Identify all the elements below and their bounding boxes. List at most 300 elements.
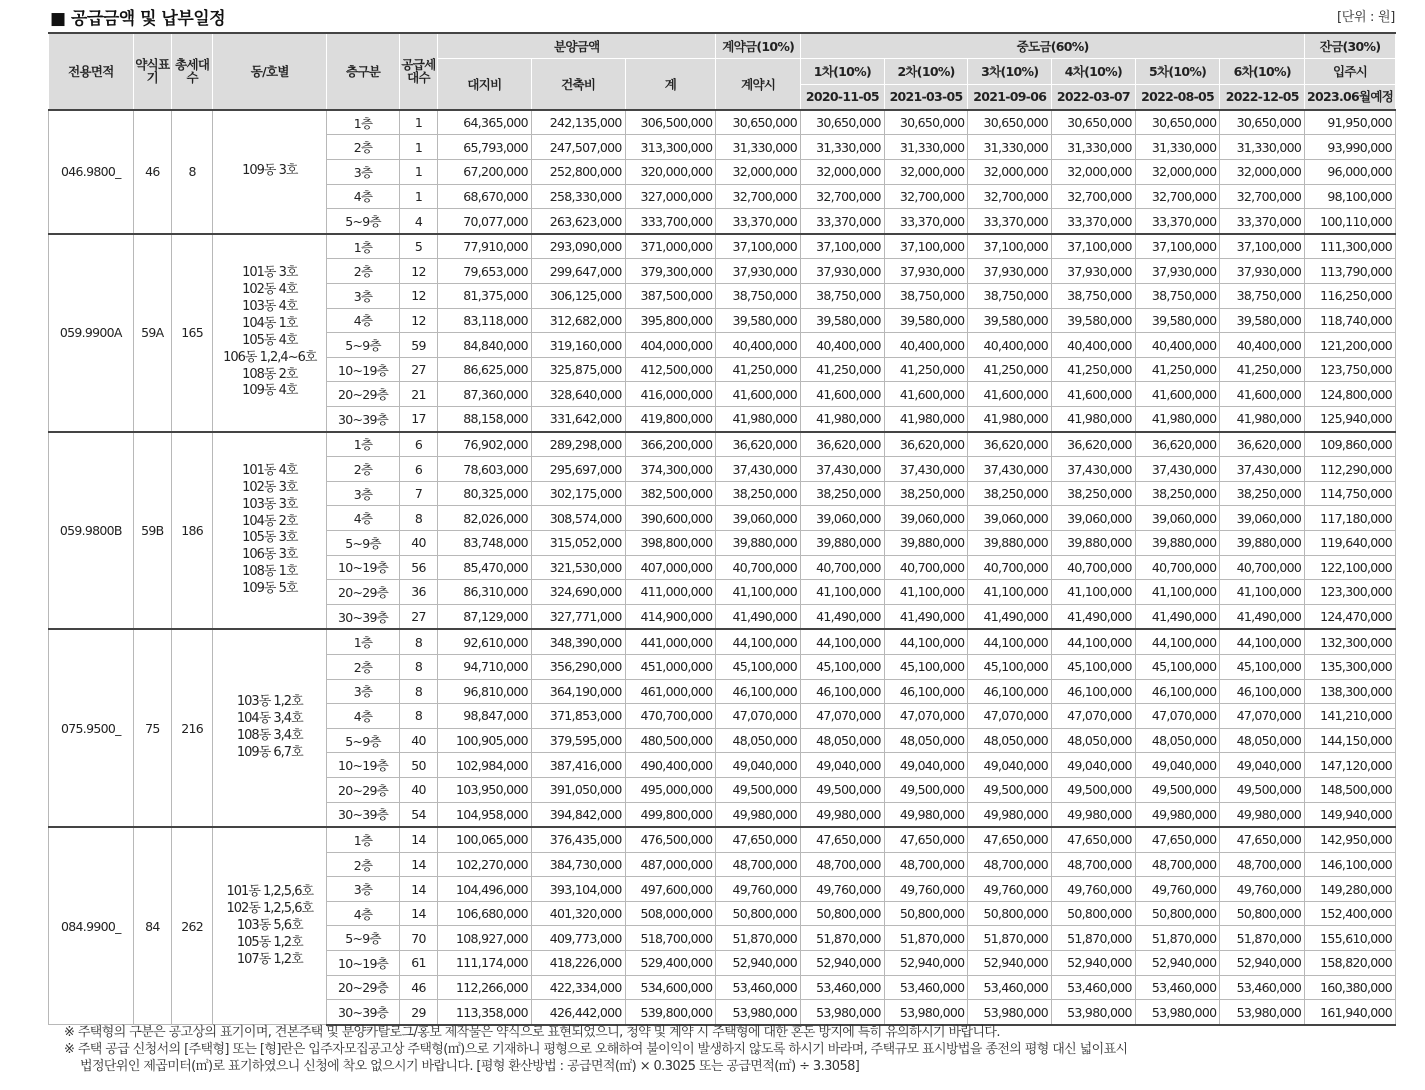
balance-cell: 149,280,000 [1305,877,1396,902]
sum-cell: 333,700,000 [625,209,716,234]
middle-payment-cell: 41,100,000 [801,580,885,605]
floor-cell: 1층 [327,432,400,457]
middle-payment-cell: 48,700,000 [801,852,885,877]
floor-cell: 3층 [327,877,400,902]
deposit-cell: 41,100,000 [716,580,801,605]
land-cost-cell: 80,325,000 [438,481,532,506]
sum-cell: 371,000,000 [625,234,716,259]
floor-cell: 4층 [327,704,400,729]
land-cost-cell: 77,910,000 [438,234,532,259]
middle-payment-cell: 46,100,000 [801,679,885,704]
middle-payment-cell: 39,880,000 [801,530,885,555]
middle-payment-cell: 47,650,000 [884,827,968,852]
balance-cell: 142,950,000 [1305,827,1396,852]
middle-payment-cell: 41,250,000 [801,357,885,382]
middle-payment-cell: 47,650,000 [968,827,1052,852]
header-total-units: 총세대수 [171,33,212,110]
middle-payment-cell: 47,070,000 [801,704,885,729]
land-cost-cell: 98,847,000 [438,704,532,729]
middle-payment-cell: 39,580,000 [968,308,1052,333]
deposit-cell: 47,650,000 [716,827,801,852]
supply-units-cell: 6 [399,457,437,482]
middle-payment-cell: 38,750,000 [884,284,968,309]
middle-payment-cell: 41,600,000 [884,382,968,407]
middle-payment-cell: 41,600,000 [1052,382,1136,407]
middle-payment-cell: 39,580,000 [1220,308,1305,333]
middle-payment-cell: 32,000,000 [1135,160,1220,185]
balance-cell: 124,470,000 [1305,604,1396,629]
middle-payment-cell: 47,650,000 [1220,827,1305,852]
deposit-cell: 47,070,000 [716,704,801,729]
building-line: 102동 4호 [242,282,298,298]
middle-payment-cell: 38,250,000 [1135,481,1220,506]
supply-units-cell: 46 [399,975,437,1000]
middle-payment-cell: 52,940,000 [884,951,968,976]
middle-payment-cell: 53,460,000 [884,975,968,1000]
deposit-cell: 49,500,000 [716,777,801,802]
middle-payment-cell: 49,760,000 [884,877,968,902]
middle-payment-cell: 41,600,000 [1220,382,1305,407]
middle-payment-cell: 37,430,000 [1220,457,1305,482]
floor-cell: 5~9층 [327,530,400,555]
deposit-cell: 36,620,000 [716,432,801,457]
middle-payment-cell: 47,070,000 [1052,704,1136,729]
construction-cost-cell: 328,640,000 [531,382,625,407]
middle-payment-cell: 37,930,000 [1220,259,1305,284]
land-cost-cell: 111,174,000 [438,951,532,976]
deposit-cell: 40,400,000 [716,333,801,358]
construction-cost-cell: 364,190,000 [531,679,625,704]
middle-payment-cell: 41,490,000 [1220,604,1305,629]
building-line: 104동 3,4호 [236,711,303,727]
balance-cell: 117,180,000 [1305,506,1396,531]
middle-payment-cell: 49,500,000 [968,777,1052,802]
unit-label: [단위 : 원] [1336,10,1395,25]
sum-cell: 390,600,000 [625,506,716,531]
middle-payment-cell: 49,980,000 [1220,802,1305,827]
sum-cell: 398,800,000 [625,530,716,555]
header-installment: 4차(10%) [1052,59,1136,84]
deposit-cell: 30,650,000 [716,110,801,135]
balance-cell: 122,100,000 [1305,555,1396,580]
construction-cost-cell: 371,853,000 [531,704,625,729]
building-cell [213,629,327,827]
supply-units-cell: 56 [399,555,437,580]
middle-payment-cell: 32,700,000 [968,184,1052,209]
middle-payment-cell: 50,800,000 [1135,901,1220,926]
building-line: 101동 1,2,5,6호 [226,884,314,899]
middle-payment-cell: 37,430,000 [968,457,1052,482]
middle-payment-cell: 37,430,000 [1052,457,1136,482]
construction-cost-cell: 295,697,000 [531,457,625,482]
middle-payment-cell: 49,760,000 [968,877,1052,902]
construction-cost-cell: 393,104,000 [531,877,625,902]
middle-payment-cell: 47,070,000 [1220,704,1305,729]
middle-payment-cell: 41,100,000 [1052,580,1136,605]
middle-payment-cell: 51,870,000 [884,926,968,951]
note-line: 법정단위인 제곱미터(㎡)로 표기하였으니 신청에 착오 없으시기 바랍니다. [평형 환산방법 : 공급면적(㎡) × 0.3025 또는 공급면적(㎡) ÷ 3.3058] [80,1059,860,1074]
middle-payment-cell: 31,330,000 [884,135,968,160]
middle-payment-cell: 47,070,000 [1135,704,1220,729]
sum-cell: 518,700,000 [625,926,716,951]
area-cell: 059.9900A [49,234,134,432]
middle-payment-cell: 45,100,000 [801,654,885,679]
middle-payment-cell: 49,500,000 [1135,777,1220,802]
floor-cell: 3층 [327,679,400,704]
floor-cell: 30~39층 [327,802,400,827]
land-cost-cell: 83,748,000 [438,530,532,555]
construction-cost-cell: 263,623,000 [531,209,625,234]
middle-payment-cell: 41,490,000 [884,604,968,629]
supply-units-cell: 40 [399,728,437,753]
middle-payment-cell: 30,650,000 [801,110,885,135]
balance-cell: 112,290,000 [1305,457,1396,482]
sum-cell: 313,300,000 [625,135,716,160]
middle-payment-cell: 52,940,000 [1220,951,1305,976]
balance-cell: 118,740,000 [1305,308,1396,333]
supply-units-cell: 12 [399,259,437,284]
land-cost-cell: 102,270,000 [438,852,532,877]
middle-payment-cell: 38,250,000 [884,481,968,506]
supply-units-cell: 27 [399,357,437,382]
sum-cell: 497,600,000 [625,877,716,902]
middle-payment-cell: 44,100,000 [1135,629,1220,654]
abbr-cell: 59A [133,234,171,432]
page-title: ■ 공급금액 및 납부일정 [50,9,226,29]
middle-payment-cell: 41,980,000 [801,407,885,432]
sum-cell: 320,000,000 [625,160,716,185]
floor-cell: 2층 [327,852,400,877]
middle-payment-cell: 41,490,000 [968,604,1052,629]
middle-payment-cell: 49,040,000 [1220,753,1305,778]
building-cell [213,234,327,432]
table-row [49,234,1396,259]
middle-payment-cell: 49,040,000 [1135,753,1220,778]
supply-units-cell: 54 [399,802,437,827]
building-line: 103동 5,6호 [236,917,303,933]
header-installment: 3차(10%) [968,59,1052,84]
supply-units-cell: 5 [399,234,437,259]
balance-cell: 114,750,000 [1305,481,1396,506]
deposit-cell: 33,370,000 [716,209,801,234]
header-floor: 층구분 [327,33,400,110]
middle-payment-cell: 44,100,000 [1220,629,1305,654]
middle-payment-cell: 45,100,000 [1052,654,1136,679]
middle-payment-cell: 32,700,000 [884,184,968,209]
balance-cell: 123,300,000 [1305,580,1396,605]
middle-payment-cell: 31,330,000 [968,135,1052,160]
floor-cell: 4층 [327,184,400,209]
sum-cell: 487,000,000 [625,852,716,877]
header-abbr: 약식표기 [133,33,171,110]
deposit-cell: 41,600,000 [716,382,801,407]
middle-payment-cell: 33,370,000 [968,209,1052,234]
abbr-cell: 84 [133,827,171,1025]
sum-cell: 470,700,000 [625,704,716,729]
header-installment: 6차(10%) [1220,59,1305,84]
middle-payment-cell: 49,760,000 [801,877,885,902]
middle-payment-cell: 41,250,000 [1052,357,1136,382]
middle-payment-cell: 48,050,000 [968,728,1052,753]
sum-cell: 306,500,000 [625,110,716,135]
sum-cell: 416,000,000 [625,382,716,407]
sum-cell: 404,000,000 [625,333,716,358]
header-installment-date: 2022-12-05 [1220,84,1305,110]
sum-cell: 441,000,000 [625,629,716,654]
land-cost-cell: 79,653,000 [438,259,532,284]
balance-cell: 123,750,000 [1305,357,1396,382]
sum-cell: 395,800,000 [625,308,716,333]
header-installment-date: 2020-11-05 [801,84,885,110]
middle-payment-cell: 39,060,000 [1052,506,1136,531]
middle-payment-cell: 53,980,000 [801,1000,885,1025]
header-construction: 건축비 [531,59,625,110]
middle-payment-cell: 47,650,000 [1135,827,1220,852]
middle-payment-cell: 41,980,000 [1052,407,1136,432]
deposit-cell: 41,250,000 [716,357,801,382]
balance-cell: 161,940,000 [1305,1000,1396,1025]
deposit-cell: 49,760,000 [716,877,801,902]
middle-payment-cell: 39,580,000 [801,308,885,333]
sum-cell: 451,000,000 [625,654,716,679]
construction-cost-cell: 379,595,000 [531,728,625,753]
middle-payment-cell: 49,040,000 [1052,753,1136,778]
middle-payment-cell: 41,490,000 [1052,604,1136,629]
middle-payment-cell: 41,100,000 [1220,580,1305,605]
deposit-cell: 53,980,000 [716,1000,801,1025]
header-area: 전용면적 [49,33,134,110]
middle-payment-cell: 49,040,000 [884,753,968,778]
land-cost-cell: 70,077,000 [438,209,532,234]
sum-cell: 495,000,000 [625,777,716,802]
header-balance-date: 2023.06월예정 [1305,84,1396,110]
construction-cost-cell: 319,160,000 [531,333,625,358]
supply-units-cell: 8 [399,506,437,531]
sum-cell: 539,800,000 [625,1000,716,1025]
sum-cell: 382,500,000 [625,481,716,506]
header-balance: 잔금(30%) [1305,33,1396,59]
header-land: 대지비 [438,59,532,110]
middle-payment-cell: 49,500,000 [801,777,885,802]
middle-payment-cell: 39,880,000 [1052,530,1136,555]
construction-cost-cell: 315,052,000 [531,530,625,555]
balance-cell: 147,120,000 [1305,753,1396,778]
floor-cell: 20~29층 [327,777,400,802]
middle-payment-cell: 41,250,000 [1220,357,1305,382]
building-line: 102동 3호 [242,479,298,495]
middle-payment-cell: 41,980,000 [968,407,1052,432]
deposit-cell: 32,000,000 [716,160,801,185]
land-cost-cell: 86,625,000 [438,357,532,382]
floor-cell: 20~29층 [327,382,400,407]
balance-cell: 111,300,000 [1305,234,1396,259]
middle-payment-cell: 32,000,000 [1052,160,1136,185]
deposit-cell: 46,100,000 [716,679,801,704]
middle-payment-cell: 53,980,000 [884,1000,968,1025]
header-supply-units: 공급세대수 [399,33,437,110]
middle-payment-cell: 41,250,000 [884,357,968,382]
land-cost-cell: 92,610,000 [438,629,532,654]
middle-payment-cell: 49,980,000 [884,802,968,827]
deposit-cell: 51,870,000 [716,926,801,951]
middle-payment-cell: 53,460,000 [801,975,885,1000]
construction-cost-cell: 325,875,000 [531,357,625,382]
land-cost-cell: 100,905,000 [438,728,532,753]
sum-cell: 461,000,000 [625,679,716,704]
middle-payment-cell: 47,070,000 [968,704,1052,729]
middle-payment-cell: 40,700,000 [801,555,885,580]
middle-payment-cell: 41,100,000 [1135,580,1220,605]
deposit-cell: 41,490,000 [716,604,801,629]
land-cost-cell: 65,793,000 [438,135,532,160]
balance-cell: 141,210,000 [1305,704,1396,729]
total-units-cell: 186 [171,432,212,630]
middle-payment-cell: 38,250,000 [801,481,885,506]
floor-cell: 1층 [327,827,400,852]
construction-cost-cell: 327,771,000 [531,604,625,629]
table-row [49,827,1396,852]
middle-payment-cell: 39,580,000 [884,308,968,333]
building-line: 101동 4호 [242,462,298,478]
supply-units-cell: 8 [399,704,437,729]
construction-cost-cell: 312,682,000 [531,308,625,333]
middle-payment-cell: 41,980,000 [884,407,968,432]
middle-payment-cell: 40,700,000 [884,555,968,580]
middle-payment-cell: 32,700,000 [1135,184,1220,209]
building-line: 109동 5호 [242,581,298,597]
middle-payment-cell: 40,700,000 [968,555,1052,580]
supply-units-cell: 50 [399,753,437,778]
construction-cost-cell: 331,642,000 [531,407,625,432]
middle-payment-cell: 40,400,000 [1220,333,1305,358]
middle-payment-cell: 37,100,000 [801,234,885,259]
supply-units-cell: 14 [399,852,437,877]
floor-cell: 2층 [327,135,400,160]
middle-payment-cell: 50,800,000 [1220,901,1305,926]
middle-payment-cell: 40,400,000 [1052,333,1136,358]
header-balance-when: 입주시 [1305,59,1396,84]
deposit-cell: 37,430,000 [716,457,801,482]
middle-payment-cell: 37,100,000 [968,234,1052,259]
construction-cost-cell: 376,435,000 [531,827,625,852]
sum-cell: 529,400,000 [625,951,716,976]
middle-payment-cell: 39,060,000 [1135,506,1220,531]
middle-payment-cell: 46,100,000 [884,679,968,704]
deposit-cell: 53,460,000 [716,975,801,1000]
middle-payment-cell: 49,500,000 [884,777,968,802]
middle-payment-cell: 53,460,000 [1220,975,1305,1000]
building-cell [213,827,327,1025]
header-installment-date: 2021-09-06 [968,84,1052,110]
floor-cell: 3층 [327,481,400,506]
middle-payment-cell: 49,760,000 [1135,877,1220,902]
floor-cell: 1층 [327,629,400,654]
middle-payment-cell: 40,700,000 [1052,555,1136,580]
middle-payment-cell: 44,100,000 [884,629,968,654]
deposit-cell: 41,980,000 [716,407,801,432]
note-line: ※ 주택 공급 신청서의 [주택형] 또는 [형]란은 입주자모집공고상 주택형(㎡)으로 기재하니 평형으로 오해하여 불이익이 발생하지 않도록 하시기 바라며, 주택규모 표시방법을 종전의 평형 대신 넓이표시 [64,1042,1128,1057]
supply-units-cell: 21 [399,382,437,407]
middle-payment-cell: 53,980,000 [1135,1000,1220,1025]
middle-payment-cell: 41,980,000 [1135,407,1220,432]
floor-cell: 30~39층 [327,604,400,629]
supply-units-cell: 40 [399,777,437,802]
sum-cell: 411,000,000 [625,580,716,605]
balance-cell: 132,300,000 [1305,629,1396,654]
middle-payment-cell: 39,880,000 [884,530,968,555]
construction-cost-cell: 401,320,000 [531,901,625,926]
floor-cell: 10~19층 [327,753,400,778]
supply-units-cell: 61 [399,951,437,976]
construction-cost-cell: 258,330,000 [531,184,625,209]
middle-payment-cell: 48,700,000 [1220,852,1305,877]
deposit-cell: 49,040,000 [716,753,801,778]
balance-cell: 119,640,000 [1305,530,1396,555]
middle-payment-cell: 48,050,000 [884,728,968,753]
construction-cost-cell: 247,507,000 [531,135,625,160]
building-line: 109동 4호 [242,383,298,399]
middle-payment-cell: 44,100,000 [968,629,1052,654]
middle-payment-cell: 32,700,000 [1052,184,1136,209]
middle-payment-cell: 36,620,000 [1135,432,1220,457]
middle-payment-cell: 32,000,000 [968,160,1052,185]
balance-cell: 125,940,000 [1305,407,1396,432]
middle-payment-cell: 37,930,000 [884,259,968,284]
middle-payment-cell: 32,000,000 [1220,160,1305,185]
area-cell: 084.9900_ [49,827,134,1025]
header-installment: 2차(10%) [884,59,968,84]
building-line: 102동 1,2,5,6호 [226,900,314,916]
floor-cell: 5~9층 [327,333,400,358]
supply-units-cell: 14 [399,877,437,902]
land-cost-cell: 78,603,000 [438,457,532,482]
table-body [49,110,1396,1025]
middle-payment-cell: 36,620,000 [968,432,1052,457]
middle-payment-cell: 53,460,000 [1052,975,1136,1000]
header-installment: 1차(10%) [801,59,885,84]
middle-payment-cell: 49,760,000 [1052,877,1136,902]
header-deposit: 계약금(10%) [716,33,801,59]
middle-payment-cell: 45,100,000 [1135,654,1220,679]
total-units-cell: 165 [171,234,212,432]
building-line: 104동 1호 [242,315,298,331]
floor-cell: 30~39층 [327,1000,400,1025]
middle-payment-cell: 30,650,000 [884,110,968,135]
middle-payment-cell: 39,880,000 [968,530,1052,555]
floor-cell: 10~19층 [327,357,400,382]
middle-payment-cell: 41,600,000 [968,382,1052,407]
floor-cell: 4층 [327,308,400,333]
balance-cell: 116,250,000 [1305,284,1396,309]
middle-payment-cell: 41,600,000 [1135,382,1220,407]
middle-payment-cell: 41,100,000 [968,580,1052,605]
middle-payment-cell: 31,330,000 [801,135,885,160]
supply-units-cell: 17 [399,407,437,432]
building-line: 106동 1,2,4~6호 [223,349,317,365]
middle-payment-cell: 49,040,000 [801,753,885,778]
middle-payment-cell: 48,050,000 [1220,728,1305,753]
middle-payment-cell: 40,400,000 [801,333,885,358]
middle-payment-cell: 46,100,000 [1220,679,1305,704]
table-row [49,110,1396,135]
balance-cell: 96,000,000 [1305,160,1396,185]
header-installment-date: 2021-03-05 [884,84,968,110]
construction-cost-cell: 418,226,000 [531,951,625,976]
construction-cost-cell: 252,800,000 [531,160,625,185]
middle-payment-cell: 41,490,000 [1135,604,1220,629]
middle-payment-cell: 37,100,000 [1220,234,1305,259]
balance-cell: 144,150,000 [1305,728,1396,753]
